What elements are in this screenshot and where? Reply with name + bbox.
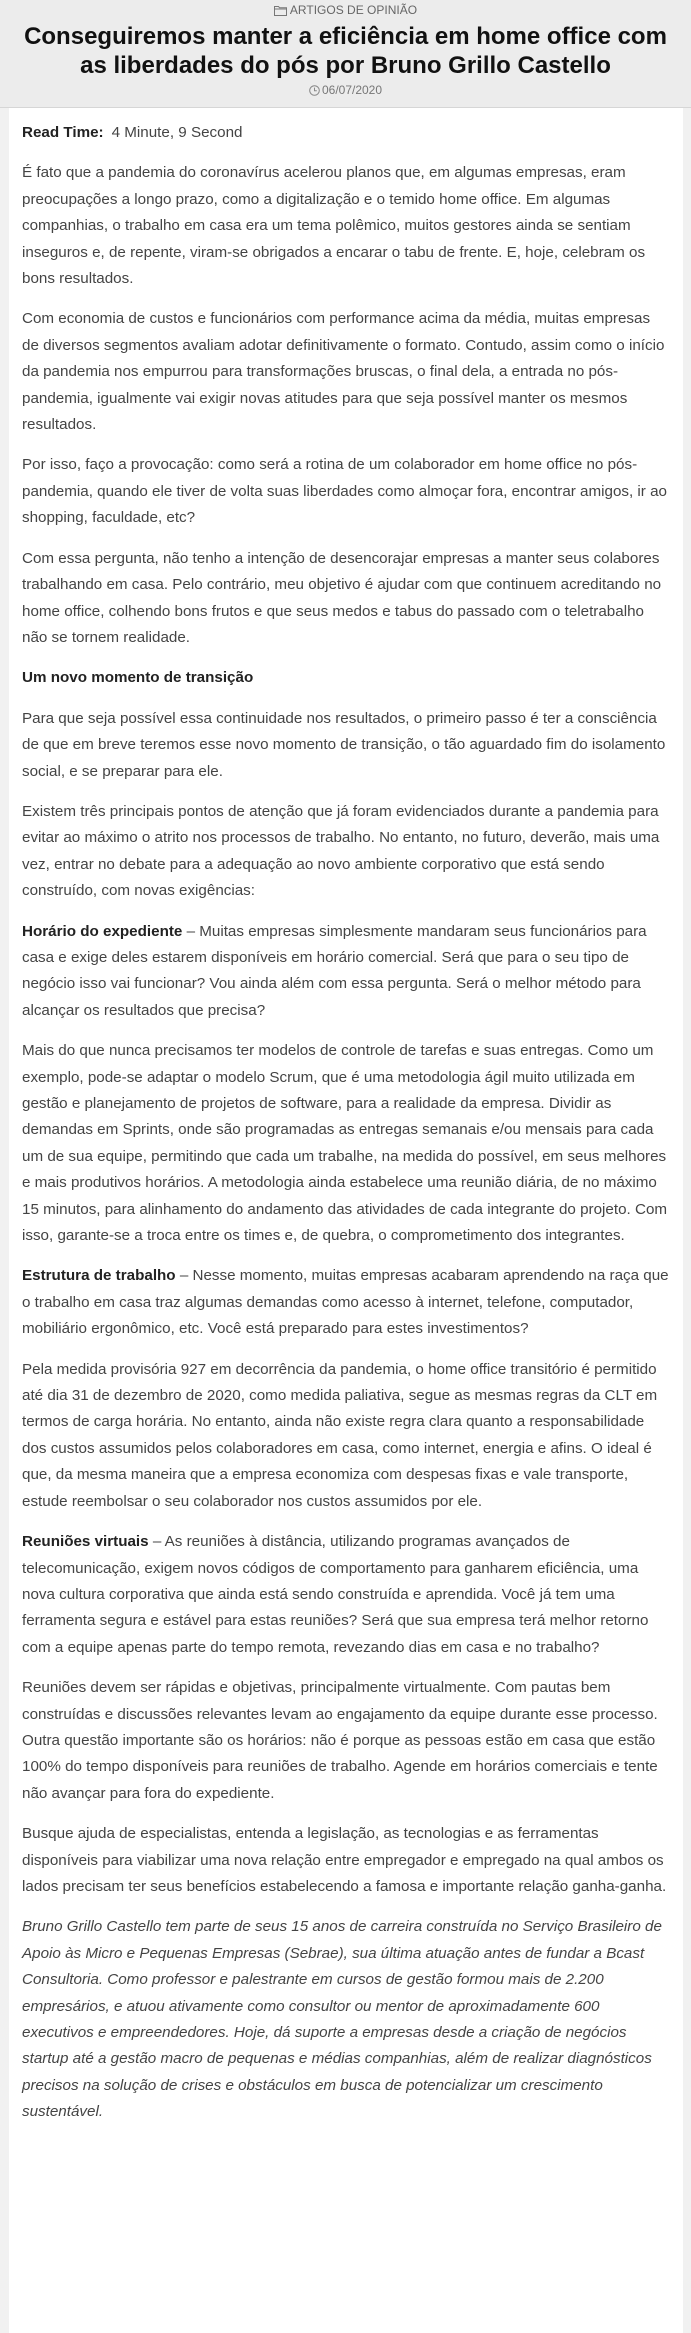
paragraph: É fato que a pandemia do coronavírus acelerou planos que, em algumas empresas, eram preocupações a longo prazo, como a digitalização e o temido home office. Em algumas companhias, o trabalho em casa era um tema polêmico, muitos gestores ainda se sentiam inseguros e, de repente, viram-se obrigados a encarar o tabu de frente. E, hoje, celebram os bons resultados. [22, 164, 646, 288]
date-text: 06/07/2020 [321, 83, 383, 97]
folder-icon [274, 5, 287, 16]
paragraph-text: – Nesse momento, muitas empresas acabaram aprendendo na raça que o trabalho em casa traz algumas demandas como acesso à internet, telefone, computador, mobiliário ergonômico, etc. Você está preparado para estes investimentos? [22, 1267, 669, 1338]
read-time-label: Read Time: [22, 124, 104, 141]
clock-icon [309, 85, 320, 96]
section-heading: Um novo momento de transição [22, 669, 254, 687]
category-link[interactable] [10, 2, 681, 18]
read-time [22, 120, 669, 146]
paragraph: Existem três principais pontos de atenção que já foram evidenciados durante a pandemia para evitar ao máximo o atrito nos processos de trabalho. No entanto, no futuro, deverão, mais uma vez, entrar no debate para a adequação ao novo ambiente corporativo que está sendo construído, com novas exigências: [22, 802, 660, 900]
paragraph-text: – As reuniões à distância, utilizando programas avançados de telecomunicação, exigem novos códigos de comportamento para ganharem eficiência, uma nova cultura corporativa que ainda está sendo construída e aprendida. Você já tem uma ferramenta segura e estável para estas reuniões? Será que sua empresa terá melhor retorno com a equipe apenas parte do tempo remota, revezando dias em casa e no trabalho? [22, 1533, 649, 1656]
paragraph-text: – Muitas empresas simplesmente mandaram seus funcionários para casa e exige deles estarem disponíveis em horário comercial. Será que para o seu tipo de negócio isso vai funcionar? Vou ainda além com essa pergunta. Será o melhor método para alcançar os resultados que precisa? [22, 922, 647, 1019]
paragraph: Busque ajuda de especialistas, entenda a legislação, as tecnologias e as ferramentas disponíveis para viabilizar uma nova relação entre empregador e empregado na qual ambos os lados precisam ter seus benefícios estabelecendo a famosa e importante relação ganha-ganha. [22, 1825, 667, 1895]
paragraph [22, 1529, 669, 1661]
paragraph [22, 1263, 669, 1342]
category-label: ARTIGOS DE OPINIÃO [289, 3, 418, 17]
paragraph: Com essa pergunta, não tenho a intenção de desencorajar empresas a manter seus colabores trabalhando em casa. Pelo contrário, meu objetivo é ajudar com que continuem acreditando no home office, colhendo bons frutos e que seus medos e tabus do passado com o teletrabalho não se tornem realidade. [22, 549, 662, 646]
paragraph: Reuniões devem ser rápidas e objetivas, principalmente virtualmente. Com pautas bem construídas e discussões relevantes levam ao engajamento da equipe durante esse processo. Outra questão importante são os horários: não é porque as pessoas estão em casa que estão 100% do tempo disponíveis para reuniões de trabalho. Agende em horários comerciais e tente não avançar para fora do expediente. [22, 1679, 658, 1802]
article-body [9, 108, 683, 2333]
paragraph: Mais do que nunca precisamos ter modelos de controle de tarefas e suas entregas. Como um exemplo, pode-se adaptar o modelo Scrum, que é uma metodologia ágil muito utilizada em gestão e planejamento de projetos de software, para a realidade da empresa. Dividir as demandas em Sprints, onde são programadas as entregas semanais e/ou mensais para cada um de sua equipe, permitindo que cada um trabalhe, na medida do possível, em seus melhores e mais produtivos horários. A metodologia ainda estabelece uma reunião diária, de no máximo 15 minutos, para alinhamento do andamento das atividades de cada integrante do projeto. Com isso, garante-se a troca entre os times e, de quebra, o comprometimento dos integrantes. [22, 1042, 668, 1245]
author-bio: Bruno Grillo Castello tem parte de seus 15 anos de carreira construída no Serviço Brasileiro de Apoio às Micro e Pequenas Empresas (Sebrae), sua última atuação antes de fundar a Bcast Consultoria. Como professor e palestrante em cursos de gestão formou mais de 2.200 empresários, e atuou ativamente como consultor ou mentor de aproximadamente 600 executivos e empreendedores. Hoje, dá suporte a empresas desde a criação de negócios startup até a gestão macro de pequenas e médias companhias, além de realizar diagnósticos precisos na solução de crises e obstáculos em busca de potencializar um crescimento sustentável. [22, 1918, 662, 2121]
read-time-value: 4 Minute, 9 Second [111, 124, 243, 141]
paragraph: Por isso, faço a provocação: como será a rotina de um colaborador em home office no pós-pandemia, quando ele tiver de volta suas liberdades como almoçar fora, encontrar amigos, ir ao shopping, faculdade, etc? [22, 456, 667, 527]
paragraph: Com economia de custos e funcionários com performance acima da média, muitas empresas de diversos segmentos avaliam adotar definitivamente o formato. Contudo, assim como o início da pandemia nos empurrou para transformações bruscas, o final dela, a entrada no pós-pandemia, igualmente vai exigir novas atitudes para que seja possível manter os mesmos resultados. [22, 310, 665, 434]
paragraph-lead: Estrutura de trabalho [22, 1267, 176, 1285]
article-title: Conseguiremos manter a eficiência em home office com as liberdades do pós por Bruno Grillo Castello [24, 23, 667, 79]
paragraph: Para que seja possível essa continuidade nos resultados, o primeiro passo é ter a consciência de que em breve teremos esse novo momento de transição, o tão aguardado fim do isolamento social, e se preparar para ele. [22, 709, 666, 780]
publish-date [10, 82, 681, 98]
paragraph-lead: Horário do expediente [22, 922, 183, 940]
paragraph-lead: Reuniões virtuais [22, 1533, 149, 1551]
paragraph: Pela medida provisória 927 em decorrência da pandemia, o home office transitório é permitido até dia 31 de dezembro de 2020, como medida paliativa, segue as mesmas regras da CLT em termos de carga horária. No entanto, ainda não existe regra clara quanto a responsabilidade dos custos assumidos pelos colaboradores em casa, como internet, energia e afins. O ideal é que, da mesma maneira que a empresa economiza com despesas fixas e vale transporte, estude reembolsar o seu colaborador nos custos assumidos por ele. [22, 1360, 658, 1510]
paragraph [22, 919, 669, 1025]
article-header [0, 0, 691, 108]
